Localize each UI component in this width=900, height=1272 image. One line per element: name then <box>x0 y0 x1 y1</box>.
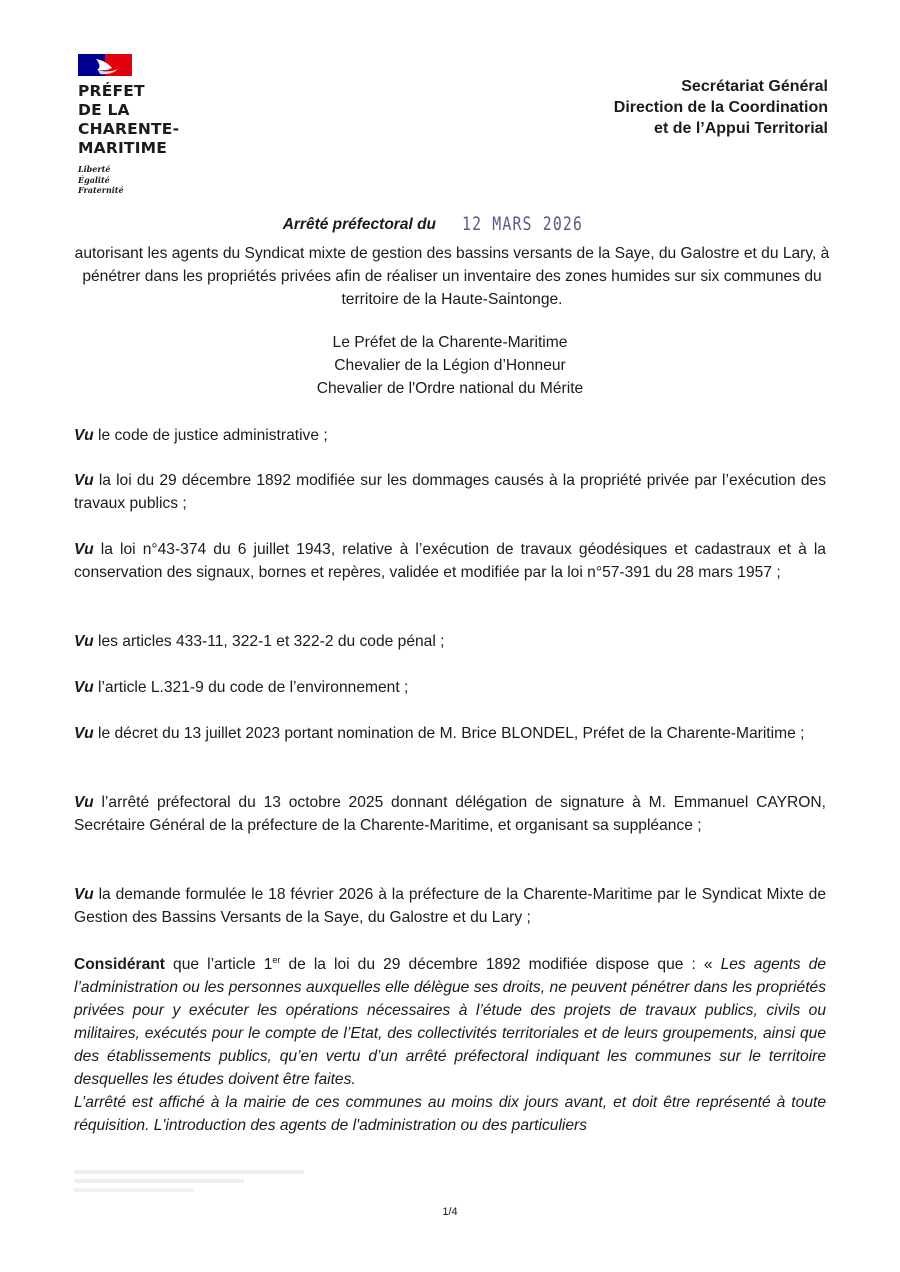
logo-title: PRÉFET DE LA CHARENTE- MARITIME <box>78 82 180 157</box>
visa-text: le code de justice administrative ; <box>98 427 328 444</box>
visa-text: la loi du 29 décembre 1892 modifiée sur les dommages causés à la propriété privée par l’exécution des travaux publics ; <box>74 472 826 512</box>
visa-paragraph <box>74 469 826 515</box>
marianne-flag-icon <box>78 54 132 76</box>
date-stamp: 12 MARS 2026 <box>462 213 584 235</box>
motto-line: Fraternité <box>78 185 124 195</box>
considerant-intro-rest: de la loi du 29 décembre 1892 modifiée dispose que : « <box>280 956 721 973</box>
visa-paragraph <box>74 538 826 584</box>
quoted-law-text: Les agents de l’administration ou les personnes auxquelles elle délègue ses droits, ne peuvent pénétrer dans les propriétés privées pour y exécuter les opérations nécessaires à l’étude des projets de travaux publics, civils ou militaires, exécutés pour le compte de l’Etat, des collectivités territoriales et de leurs groupements, ainsi que des établissements publics, qu’en vertu d’un arrêté préfectoral indiquant les communes sur le territoire desquelles les études doivent être faites. <box>74 956 826 1088</box>
decree-subject: autorisant les agents du Syndicat mixte de gestion des bassins versants de la Saye, du Galostre et du Lary, à pénétrer dans les propriétés privées afin de réaliser un inventaire des zones humides sur six communes du territoire de la Haute-Saintonge. <box>74 245 830 309</box>
visa-text: la demande formulée le 18 février 2026 à la préfecture de la Charente-Maritime par le Syndicat Mixte de Gestion des Bassins Versants de la Saye, du Galostre et du Lary ; <box>74 886 826 926</box>
visa-keyword: Vu <box>74 886 94 903</box>
visa-keyword: Vu <box>74 633 94 650</box>
considerant-paragraph <box>74 953 826 1137</box>
visa-paragraph <box>74 883 826 929</box>
prefect-title-line: Chevalier de la Légion d’Honneur <box>334 357 566 374</box>
visa-keyword: Vu <box>74 725 94 742</box>
motto-line: Égalité <box>78 174 110 185</box>
service-line: Secrétariat Général <box>681 78 828 95</box>
visa-paragraph <box>74 424 826 447</box>
prefect-title-line: Chevalier de l'Ordre national du Mérite <box>316 380 584 397</box>
visa-paragraph <box>74 630 826 653</box>
service-line: et de l’Appui Territorial <box>654 120 828 137</box>
visa-keyword: Vu <box>74 472 94 489</box>
considerant-intro: que l’article 1 <box>173 956 273 973</box>
visa-paragraph <box>74 676 826 699</box>
visa-text: l’arrêté préfectoral du 13 octobre 2025 donnant délégation de signature à M. Emmanuel CAYRON, Secrétaire Général de la préfecture de la Charente-Maritime, et organisant sa suppléance ; <box>74 794 826 834</box>
prefecture-logo <box>78 54 218 196</box>
motto-line: Liberté <box>78 164 111 174</box>
prefect-title-line: Le Préfet de la Charente-Maritime <box>332 334 568 351</box>
visa-paragraph <box>74 722 826 745</box>
faded-text-artifact <box>74 1166 314 1196</box>
decree-label: Arrêté préfectoral du <box>282 216 437 233</box>
faded-bleed-through <box>74 1166 314 1199</box>
visa-paragraph <box>74 791 826 837</box>
visa-text: la loi n°43-374 du 6 juillet 1943, relative à l’exécution de travaux géodésiques et cadastraux et à la conservation des signaux, bornes et repères, validée et modifiée par la loi n°57-391 du 28 mars 1957 ; <box>74 541 826 581</box>
visa-keyword: Vu <box>74 541 94 558</box>
quoted-law-text-continued: L’arrêté est affiché à la mairie de ces communes au moins dix jours avant, et doit être représenté à toute réquisition. L'introduction des agents de l'administration ou des particuliers <box>74 1094 826 1134</box>
ordinal-superscript: er <box>272 954 281 965</box>
visa-text: les articles 433-11, 322-1 et 322-2 du code pénal ; <box>98 633 445 650</box>
visa-keyword: Vu <box>74 794 94 811</box>
considerant-keyword: Considérant <box>74 956 165 973</box>
visa-text: l’article L.321-9 du code de l’environnement ; <box>98 679 409 696</box>
page-number: 1/4 <box>442 1206 458 1218</box>
visa-keyword: Vu <box>74 679 94 696</box>
visa-text: le décret du 13 juillet 2023 portant nomination de M. Brice BLONDEL, Préfet de la Charente-Maritime ; <box>98 725 805 742</box>
service-line: Direction de la Coordination <box>613 99 828 116</box>
visa-keyword: Vu <box>74 427 94 444</box>
issuing-service <box>614 76 828 139</box>
republic-motto <box>78 164 218 196</box>
prefect-titles <box>0 331 900 400</box>
decree-title <box>0 213 900 235</box>
